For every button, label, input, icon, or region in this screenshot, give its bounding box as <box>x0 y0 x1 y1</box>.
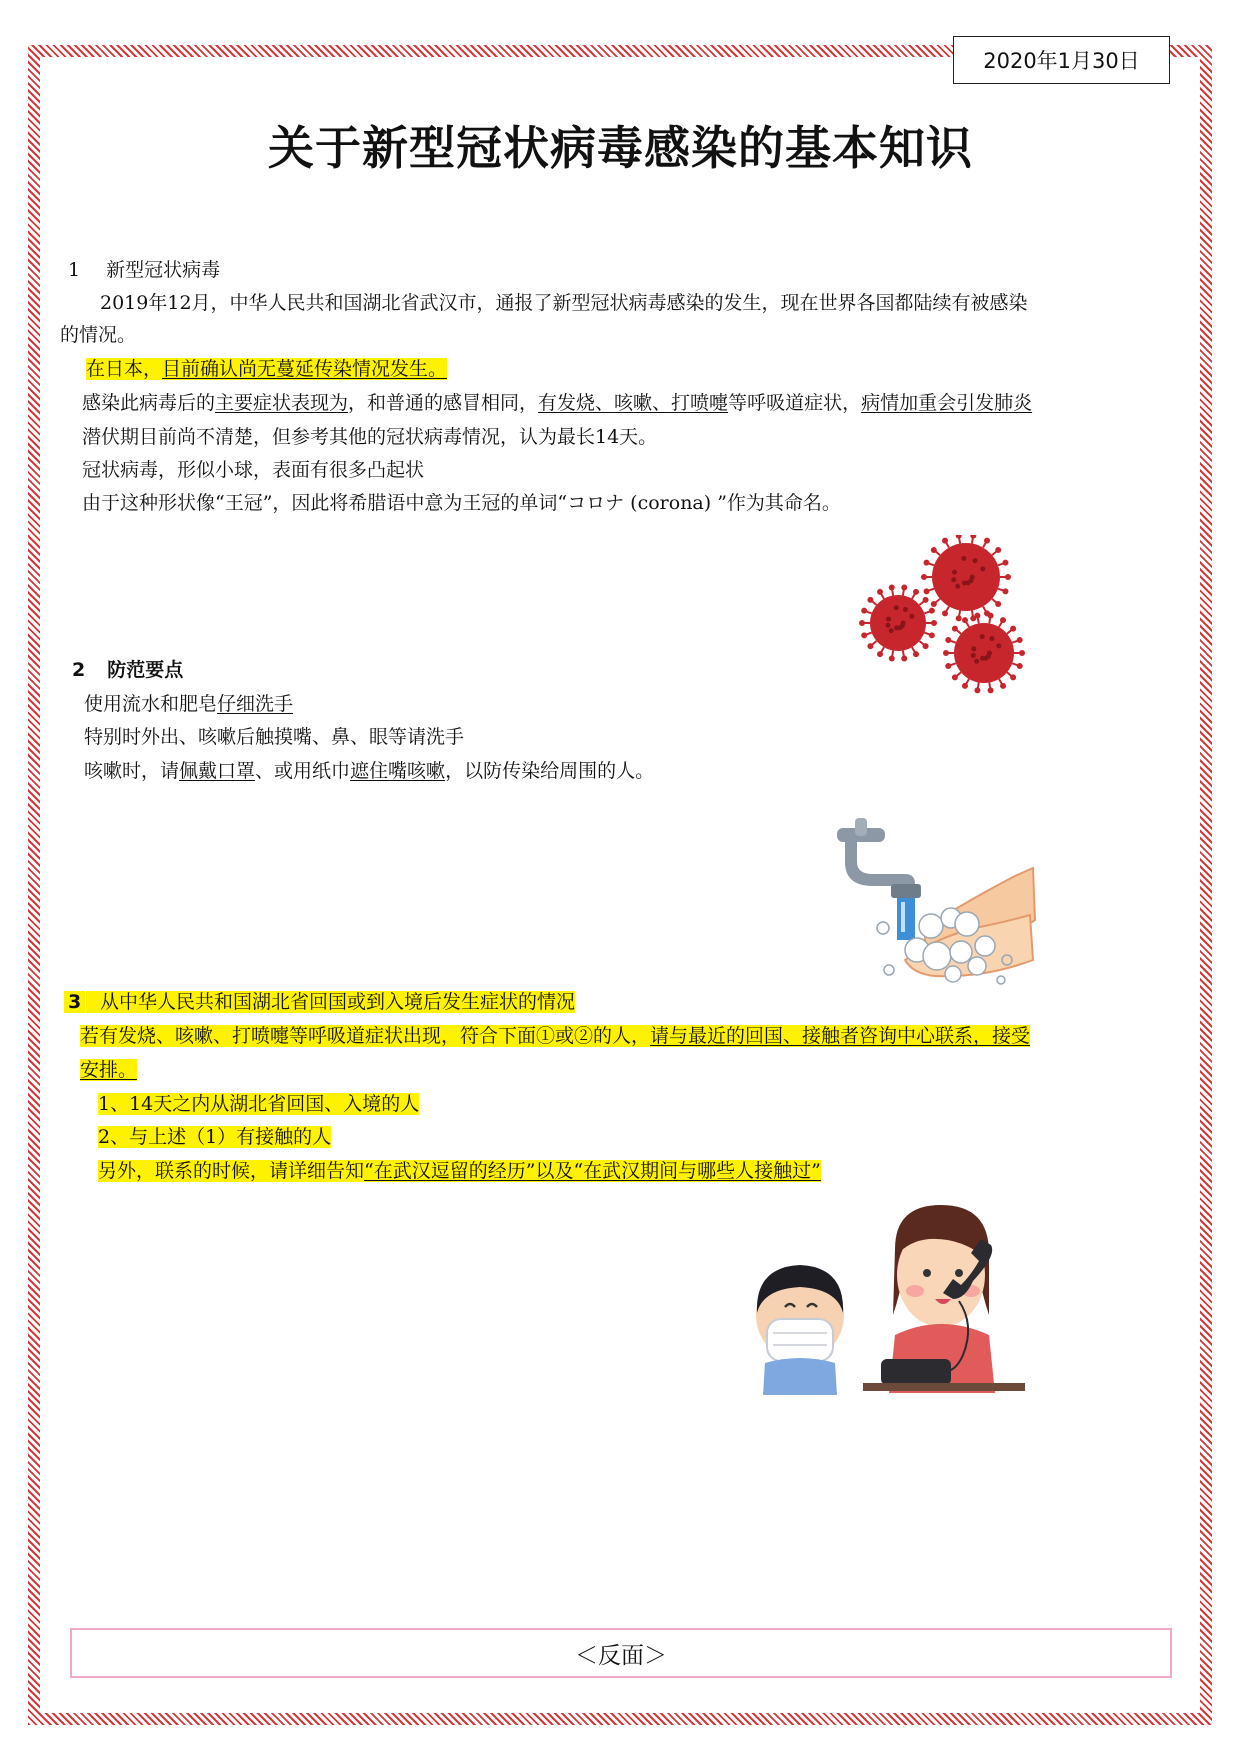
section2-heading: 2 防范要点 <box>72 659 184 681</box>
virus-shape-line: 冠状病毒，形似小球，表面有很多凸起状 <box>82 459 425 481</box>
phone-call-icon <box>745 1195 1030 1400</box>
section1-paragraph-1-cont: 的情况。 <box>60 324 137 346</box>
section1-paragraph-1: 2019年12月，中华人民共和国湖北省武汉市，通报了新型冠状病毒感染的发生，现在世界各国都陆续有被感染 <box>100 292 1028 314</box>
section1-heading: 1 新型冠状病毒 <box>68 259 221 281</box>
handwash-icon <box>825 810 1050 990</box>
criteria-item-1: 1、14天之内从湖北省回国、入境的人 <box>98 1093 420 1115</box>
contact-instruction-cont: 安排。 <box>80 1059 138 1081</box>
symptoms-line: 感染此病毒后的主要症状表现为，和普通的感冒相同，有发烧、咳嗽、打喷嚏等呼吸道症状，病情加重会引发肺炎 <box>82 392 1033 414</box>
criteria-item-2: 2、与上述（1）有接触的人 <box>98 1126 332 1148</box>
section3-heading: 从中华人民共和国湖北省回国或到入境后发生症状的情况 <box>86 989 575 1015</box>
section3-heading-num: 3 <box>64 989 85 1015</box>
date-box: 2020年1月30日 <box>953 36 1170 84</box>
contact-note-line: 另外，联系的时候，请详细告知“在武汉逗留的经历”以及“在武汉期间与哪些人接触过” <box>98 1160 821 1182</box>
contact-instruction-line: 若有发烧、咳嗽、打喷嚏等呼吸道症状出现，符合下面①或②的人，请与最近的回国、接触者咨询中心联系，接受 <box>80 1025 1031 1047</box>
japan-status-line: 在日本，目前确认尚无蔓延传染情况发生。 <box>86 358 448 380</box>
virus-name-line: 由于这种形状像“王冠”，因此将希腊语中意为王冠的单词“コロナ (corona) ”作为其命名。 <box>82 492 841 514</box>
handwash-line: 使用流水和肥皂仔细洗手 <box>84 693 294 715</box>
wash-after-touch-line: 特别时外出、咳嗽后触摸嘴、鼻、眼等请洗手 <box>84 726 465 748</box>
footer-reverse-label: ＜反面＞ <box>70 1628 1172 1678</box>
cough-etiquette-line: 咳嗽时，请佩戴口罩、或用纸巾遮住嘴咳嗽，以防传染给周围的人。 <box>84 760 655 782</box>
incubation-line: 潜伏期目前尚不清楚，但参考其他的冠状病毒情况，认为最长14天。 <box>82 426 658 448</box>
virus-icon <box>858 535 1038 695</box>
page-title: 关于新型冠状病毒感染的基本知识 <box>268 121 973 175</box>
